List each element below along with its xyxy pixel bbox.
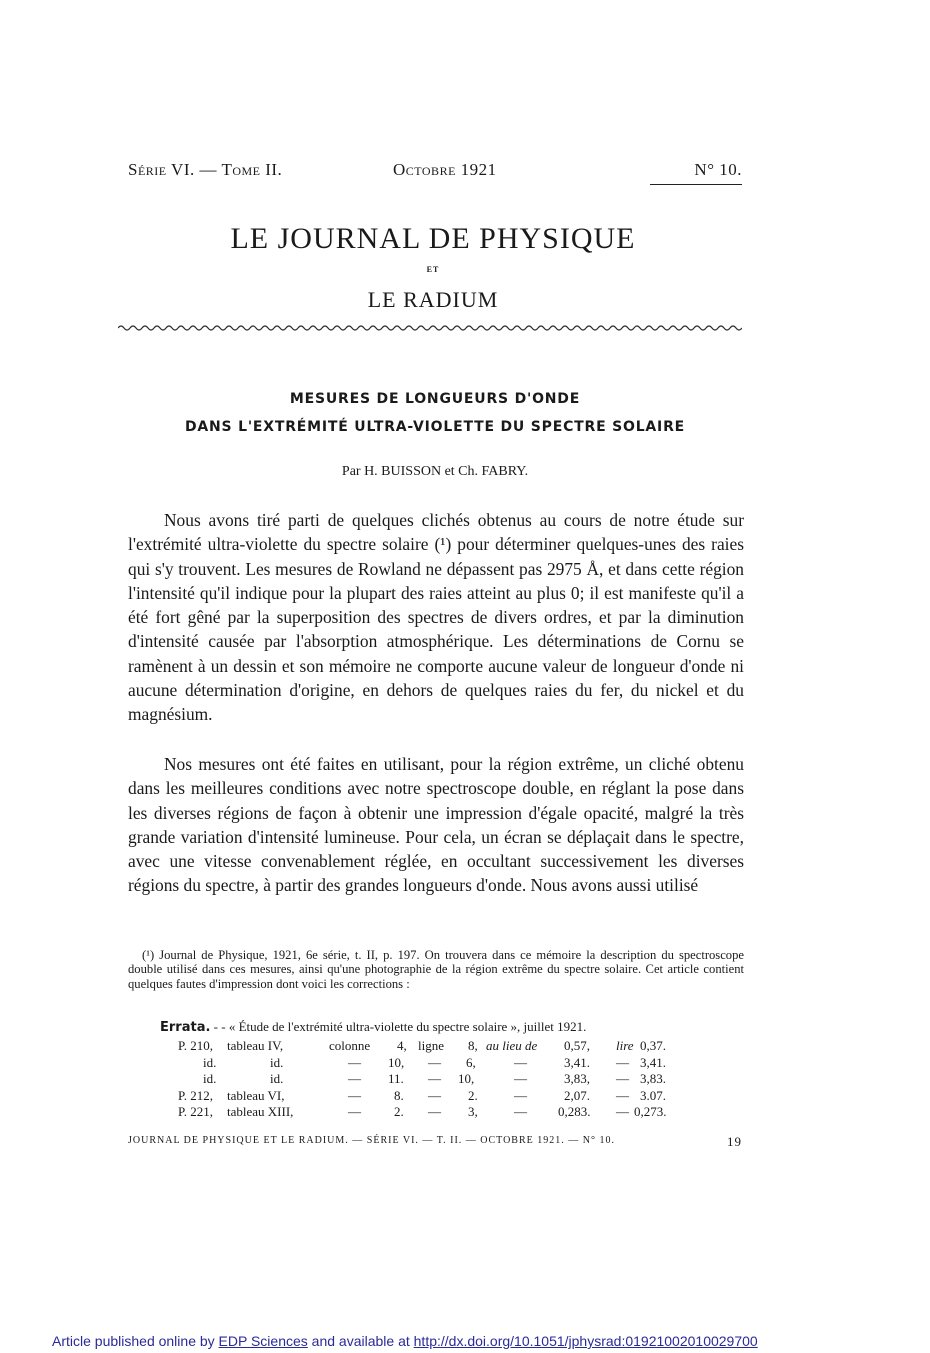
errata-cell: lire	[616, 1038, 634, 1053]
errata-cell: id.	[270, 1071, 284, 1086]
errata-cell: —	[514, 1054, 527, 1070]
errata-cell: —	[348, 1054, 361, 1070]
running-header	[128, 160, 742, 182]
errata-cell: 0,37.	[640, 1038, 666, 1053]
errata-cell: —	[616, 1087, 629, 1103]
errata-cell: —	[428, 1104, 441, 1119]
errata-cell: au lieu de	[486, 1038, 538, 1053]
errata-cell: —	[514, 1104, 527, 1119]
page-number: 19	[727, 1134, 742, 1149]
errata-cell: —	[348, 1104, 361, 1119]
errata-cell: 2.	[468, 1087, 478, 1103]
errata-cell: —	[428, 1054, 441, 1070]
issue-number: N° 10.	[694, 160, 742, 179]
errata-heading	[160, 1019, 586, 1035]
errata-cell: —	[616, 1071, 629, 1086]
paragraph-text: Nous avons tiré parti de quelques clichés obtenus au cours de notre étude sur l'extrémité ultra-violette du spectre solaire (¹) pour déterminer quelques-unes des raies qui s'y trouvent. Les mesures de Rowland ne dépassent pas 2975 Å, et dans cette région l'intensité qu'il indique pour la plupart des raies atteint au plus 0; il est manifeste qu'il a été fort gêné par la superposition des spectres de divers ordres, et par la diminution d'intensité causée par l'absorption atmosphérique. Les déterminations de Cornu se ramènent à un dessin et son mémoire ne comporte aucune valeur de longueur d'onde ni aucune détermination d'origine, en dehors de quelques raies du fer, du nickel et du magnésium.	[128, 510, 744, 725]
publisher-prefix: Article published online by	[52, 1333, 215, 1349]
header-rule	[650, 184, 742, 185]
footnote-text: (¹) Journal de Physique, 1921, 6e série, t. II, p. 197. On trouvera dans ce mémoire la description du spectroscope double utilisé dans ces mesures, ainsi qu'une photographie de la région extrême du spectre solaire. Cet article contient quelques fautes d'impression dont voici les corrections :	[128, 948, 744, 991]
errata-cell: tableau VI,	[227, 1087, 285, 1103]
errata-cell: —	[348, 1071, 361, 1086]
errata-cell: 3.07.	[640, 1087, 666, 1103]
errata-cell: ligne	[418, 1038, 444, 1053]
body-paragraph-1	[128, 508, 744, 727]
article-title-line-1: MESURES DE LONGUEURS D'ONDE	[289, 391, 581, 407]
errata-reference: - - « Étude de l'extrémité ultra-violette du spectre solaire », juillet 1921.	[213, 1019, 587, 1034]
errata-cell: 4,	[397, 1038, 407, 1053]
errata-cell: id.	[270, 1054, 284, 1070]
errata-cell: 8.	[394, 1087, 404, 1103]
publisher-middle: and available at	[311, 1333, 410, 1349]
issue-month: Octobre 1921	[393, 160, 497, 179]
errata-cell: 2,07.	[564, 1087, 590, 1103]
publisher-notice	[52, 1333, 758, 1349]
ornamental-rule	[118, 322, 742, 334]
errata-cell: —	[514, 1071, 527, 1086]
errata-cell: tableau IV,	[227, 1038, 284, 1053]
running-footer: JOURNAL DE PHYSIQUE ET LE RADIUM. — SÉRIE VI. — T. II. — OCTOBRE 1921. — N° 10.	[128, 1135, 615, 1146]
errata-cell: 3,83,	[564, 1071, 590, 1086]
errata-cell: 3,83.	[640, 1071, 666, 1086]
errata-cell: 2.	[394, 1104, 404, 1119]
page-footer	[128, 1134, 742, 1149]
errata-cell: —	[616, 1104, 629, 1119]
body-paragraph-2	[128, 752, 744, 898]
errata-cell: tableau XIII,	[227, 1104, 294, 1119]
errata-cell: 3,	[468, 1104, 478, 1119]
errata-cell: 0,273.	[634, 1104, 667, 1119]
errata-cell: —	[348, 1087, 361, 1103]
errata-cell: —	[428, 1071, 441, 1086]
journal-title: LE JOURNAL DE PHYSIQUE	[230, 222, 636, 255]
errata-cell: —	[616, 1054, 629, 1070]
errata-cell: 0,57,	[564, 1038, 590, 1053]
errata-cell: id.	[203, 1054, 217, 1070]
errata-cell: 8,	[468, 1038, 478, 1053]
footnote	[128, 948, 744, 991]
errata-cell: id.	[203, 1071, 217, 1086]
paragraph-text: Nos mesures ont été faites en utilisant, pour la région extrême, un cliché obtenu dans les meilleures conditions avec notre spectroscope double, en réglant la pose dans les diverses régions de façon à obtenir une impression d'égale opacité, malgré la très grande variation d'intensité lumineuse. Pour cela, un écran se déplaçait dans le spectre, avec une vitesse convenablement réglée, en occultant successivement les diverses régions du spectre, à partir des grandes longueurs d'onde. Nous avons aussi utilisé	[128, 754, 744, 896]
errata-cell: P. 221,	[178, 1104, 214, 1119]
errata-cell: 11.	[388, 1071, 404, 1086]
errata-cell: 10,	[458, 1071, 475, 1086]
series-volume: Série VI. — Tome II.	[128, 160, 283, 179]
masthead-conjunction: ET	[426, 265, 440, 274]
publisher-link[interactable]: EDP Sciences	[218, 1333, 308, 1349]
errata-cell: —	[514, 1087, 527, 1103]
article-title-line-2: DANS L'EXTRÉMITÉ ULTRA-VIOLETTE DU SPECTRE SOLAIRE	[184, 419, 686, 435]
errata-cell: colonne	[329, 1038, 371, 1053]
doi-link[interactable]: http://dx.doi.org/10.1051/jphysrad:01921002010029700	[413, 1333, 758, 1349]
errata-cell: 6,	[466, 1054, 476, 1070]
errata-cell: P. 210,	[178, 1038, 214, 1053]
errata-cell: 3,41.	[640, 1054, 666, 1070]
errata-cell: 10,	[388, 1054, 405, 1070]
errata-cell: —	[428, 1087, 441, 1103]
errata-label: Errata.	[160, 1020, 211, 1035]
article-authors: Par H. BUISSON et Ch. FABRY.	[341, 464, 529, 479]
errata-cell: 0,283.	[558, 1104, 591, 1119]
journal-subtitle: LE RADIUM	[367, 287, 499, 312]
errata-cell: 3,41.	[564, 1054, 590, 1070]
errata-cell: P. 212,	[178, 1087, 214, 1103]
